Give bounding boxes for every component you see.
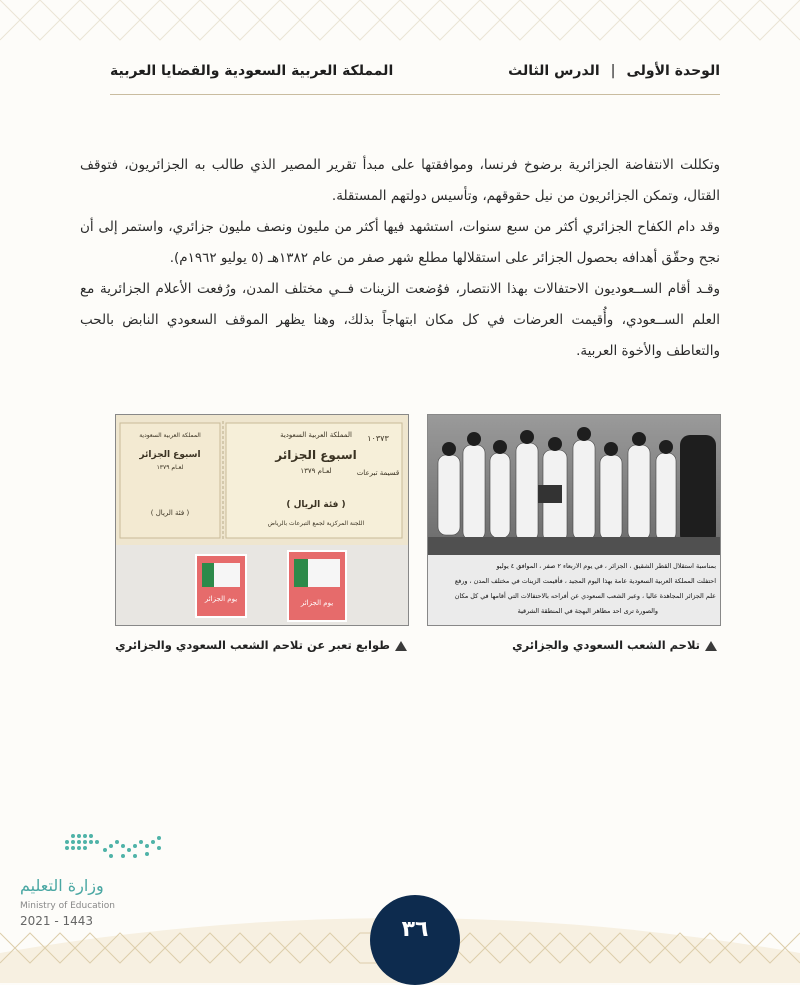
triangle-bullet-icon — [705, 641, 717, 651]
news-line-4: والصورة ترى احد مظاهر البهجة في المنطقة الشرقية — [517, 607, 658, 615]
triangle-bullet-icon — [395, 641, 407, 651]
stamp-2 — [288, 551, 346, 621]
header-unit: الوحدة الأولى — [626, 63, 720, 79]
paragraph-1: وتكللت الانتفاضة الجزائرية برضوخ فرنسا، وموافقتها على مبدأ تقرير المصير الذي طالب به الجزائريون، فتوقف القتال، وتمكن الجزائريون من نيل حقوقهم، وتأسيس دولتهم المستقلة. — [80, 157, 720, 204]
stub-class: ( فئة الريال ) — [150, 509, 190, 517]
news-line-1: بمناسبة استقلال القطر الشقيق ، الجزائر ، في يوم الاربعاء ٢ صفر ، الموافق ٤ يوليو — [496, 562, 716, 570]
header-divider — [110, 94, 720, 95]
figure-caption-2: طوابع تعبر عن تلاحم الشعب السعودي والجزائري — [115, 638, 407, 652]
figure-caption-1: تلاحم الشعب السعودي والجزائري — [512, 638, 717, 652]
header-unit-lesson — [508, 63, 720, 79]
ticket-number: ١٠٣٧٣ — [367, 434, 389, 443]
stub-header: المملكة العربية السعودية — [139, 432, 201, 439]
ministry-years: 2021 - 1443 — [20, 914, 94, 928]
ticket-header: المملكة العربية السعودية — [280, 431, 352, 439]
celebration-photo — [427, 414, 721, 626]
paragraph-2: وقد دام الكفاح الجزائري أكثر من سبع سنوات، استشهد فيها أكثر من مليون ونصف مليون جزائري، واستمر إلى أن نجح وحقّق أهدافه بحصول الجزائر على استقلالها مطلع شهر صفر من عام ١٣٨٢هـ (٥ يوليو ١٩٦٢م). — [80, 219, 720, 266]
stub-title: اسبوع الجزائر — [139, 450, 201, 460]
header-separator: | — [610, 63, 616, 79]
news-line-3: علم الجزائر المجاهدة عاليا ، وعبر الشعب السعودي عن أفراحه بالاحتفالات التي أقامها في كل مكان — [454, 592, 716, 600]
page-header — [110, 63, 720, 87]
header-lesson: الدرس الثالث — [508, 63, 600, 79]
stamps-photo — [115, 414, 409, 626]
ministry-dots-icon — [15, 830, 175, 874]
stamp-1-text: يوم الجزائر — [204, 595, 238, 603]
ticket-class: ( فئة الريال ) — [286, 500, 346, 510]
ticket-donation: قسيمة تبرعات — [356, 469, 400, 477]
page-number-badge — [370, 895, 460, 985]
stamp-1 — [196, 555, 246, 617]
ministry-name-ar: وزارة التعليم — [20, 876, 104, 895]
news-line-2: احتفلت المملكة العربية السعودية عامة بهذا اليوم المجيد ، فأقيمت الزينات في مختلف المدن ، ورفع — [454, 577, 716, 585]
ticket-title: اسبوع الجزائر — [275, 448, 357, 462]
header-title: المملكة العربية السعودية والقضايا العربية — [110, 63, 394, 79]
ministry-name-en: Ministry of Education — [20, 901, 115, 911]
decorative-pattern-top — [0, 0, 800, 50]
page-number: ٣٦ — [401, 917, 429, 942]
ticket-committee: اللجنة المركزية لجمع التبرعات بالرياض — [267, 520, 365, 527]
ticket-year: لعـام ١٣٧٩ — [300, 467, 332, 475]
paragraph-3: وقـد أقام الســعوديون الاحتفالات بهذا الانتصار، فوُضعت الزينات فــي مختلف المدن، ورُفعت الأعلام الجزائرية مع العلم الســعودي، وأُقيمت العرضات في كل مكان ابتهاجاً بذلك، وهنا يظهر الموقف السعودي النابض بالحب والتعاطف والأخوة العربية. — [80, 281, 720, 359]
stub-year: لعـام ١٣٧٩ — [156, 464, 184, 471]
body-text — [80, 150, 720, 367]
stamp-2-text: يوم الجزائر — [300, 599, 334, 607]
